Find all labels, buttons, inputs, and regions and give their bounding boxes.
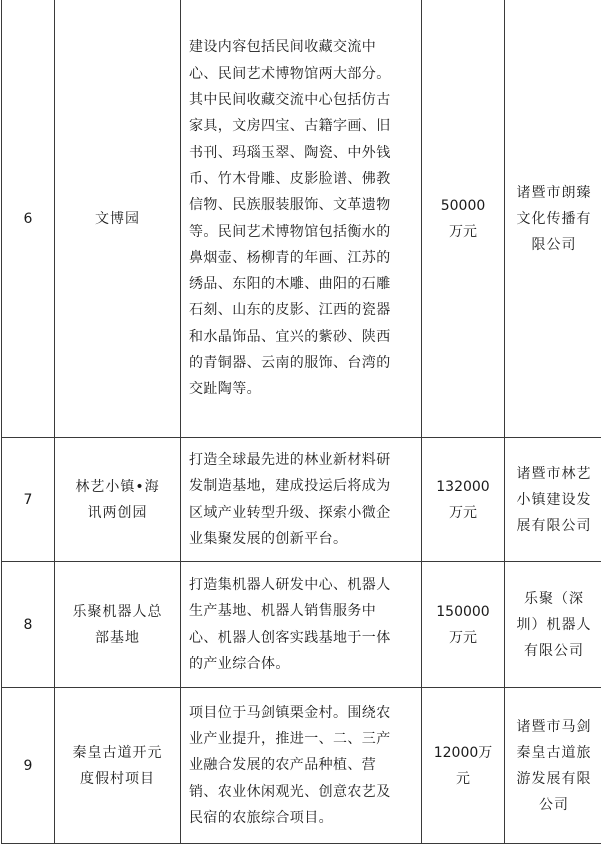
row-number: 8 bbox=[2, 612, 54, 638]
project-name-cell bbox=[55, 562, 181, 688]
company-name: 乐聚（深 圳）机器人 有限公司 bbox=[505, 586, 601, 664]
table-row bbox=[2, 688, 601, 844]
row-number: 7 bbox=[2, 487, 54, 513]
investment-amount: 150000 万元 bbox=[422, 599, 504, 651]
row-number: 6 bbox=[2, 206, 54, 232]
project-name: 乐聚机器人总 部基地 bbox=[55, 599, 180, 651]
project-description-cell bbox=[181, 688, 422, 844]
project-name-cell bbox=[55, 438, 181, 562]
company-cell bbox=[505, 438, 601, 562]
row-number-cell bbox=[2, 0, 55, 438]
row-number-cell bbox=[2, 562, 55, 688]
investment-amount-cell bbox=[422, 0, 505, 438]
project-description-cell bbox=[181, 438, 422, 562]
project-name: 林艺小镇•海 讯两创园 bbox=[55, 474, 180, 526]
company-name: 诸暨市朗臻 文化传播有 限公司 bbox=[505, 180, 601, 258]
company-cell bbox=[505, 562, 601, 688]
investment-amount-cell bbox=[422, 438, 505, 562]
company-name: 诸暨市马剑 秦皇古道旅 游发展有限 公司 bbox=[505, 714, 601, 818]
investment-amount-cell bbox=[422, 688, 505, 844]
project-description-cell bbox=[181, 0, 422, 438]
project-description: 打造全球最先进的林业新材料研 发制造基地，建成投运后将成为 区域产业转型升级、探索小微企 业集聚发展的创新平台。 bbox=[181, 447, 421, 552]
table-row bbox=[2, 0, 601, 438]
project-name: 秦皇古道开元 度假村项目 bbox=[55, 740, 180, 792]
project-description: 打造集机器人研发中心、机器人 生产基地、机器人销售服务中 心、机器人创客实践基地于一体 的产业综合体。 bbox=[181, 572, 421, 677]
investment-amount: 132000 万元 bbox=[422, 474, 504, 526]
project-table bbox=[1, 0, 601, 844]
company-cell bbox=[505, 688, 601, 844]
row-number-cell bbox=[2, 438, 55, 562]
row-number: 9 bbox=[2, 753, 54, 779]
company-name: 诸暨市林艺 小镇建设发 展有限公司 bbox=[505, 461, 601, 539]
table-row bbox=[2, 438, 601, 562]
project-name-cell bbox=[55, 688, 181, 844]
project-name-cell bbox=[55, 0, 181, 438]
investment-amount-cell bbox=[422, 562, 505, 688]
row-number-cell bbox=[2, 688, 55, 844]
project-description: 建设内容包括民间收藏交流中 心、民间艺术博物馆两大部分。 其中民间收藏交流中心包括仿古 家具，文房四宝、古籍字画、旧 书刊、玛瑙玉翠、陶瓷、中外钱 币、竹木骨雕、皮影脸谱、佛教 信物、民族服装服饰、文革遗物 等。民间艺术博物馆包括衡水的 鼻烟壶、杨柳青的年画、江苏的 绣品、东阳的木雕、曲阳的石雕 石刻、山东的皮影、江西的瓷器 和水晶饰品、宜兴的紫砂、陕西 的青铜器、云南的服饰、台湾的 交趾陶等。 bbox=[181, 34, 421, 402]
investment-amount: 50000 万元 bbox=[422, 193, 504, 245]
table-row bbox=[2, 562, 601, 688]
project-description: 项目位于马剑镇栗金村。围绕农 业产业提升，推进一、二、三产 业融合发展的农产品种植、营 销、农业休闲观光、创意农艺及 民宿的农旅综合项目。 bbox=[181, 700, 421, 831]
project-name: 文博园 bbox=[55, 206, 180, 232]
company-cell bbox=[505, 0, 601, 438]
project-description-cell bbox=[181, 562, 422, 688]
investment-amount: 12000万 元 bbox=[422, 740, 504, 792]
